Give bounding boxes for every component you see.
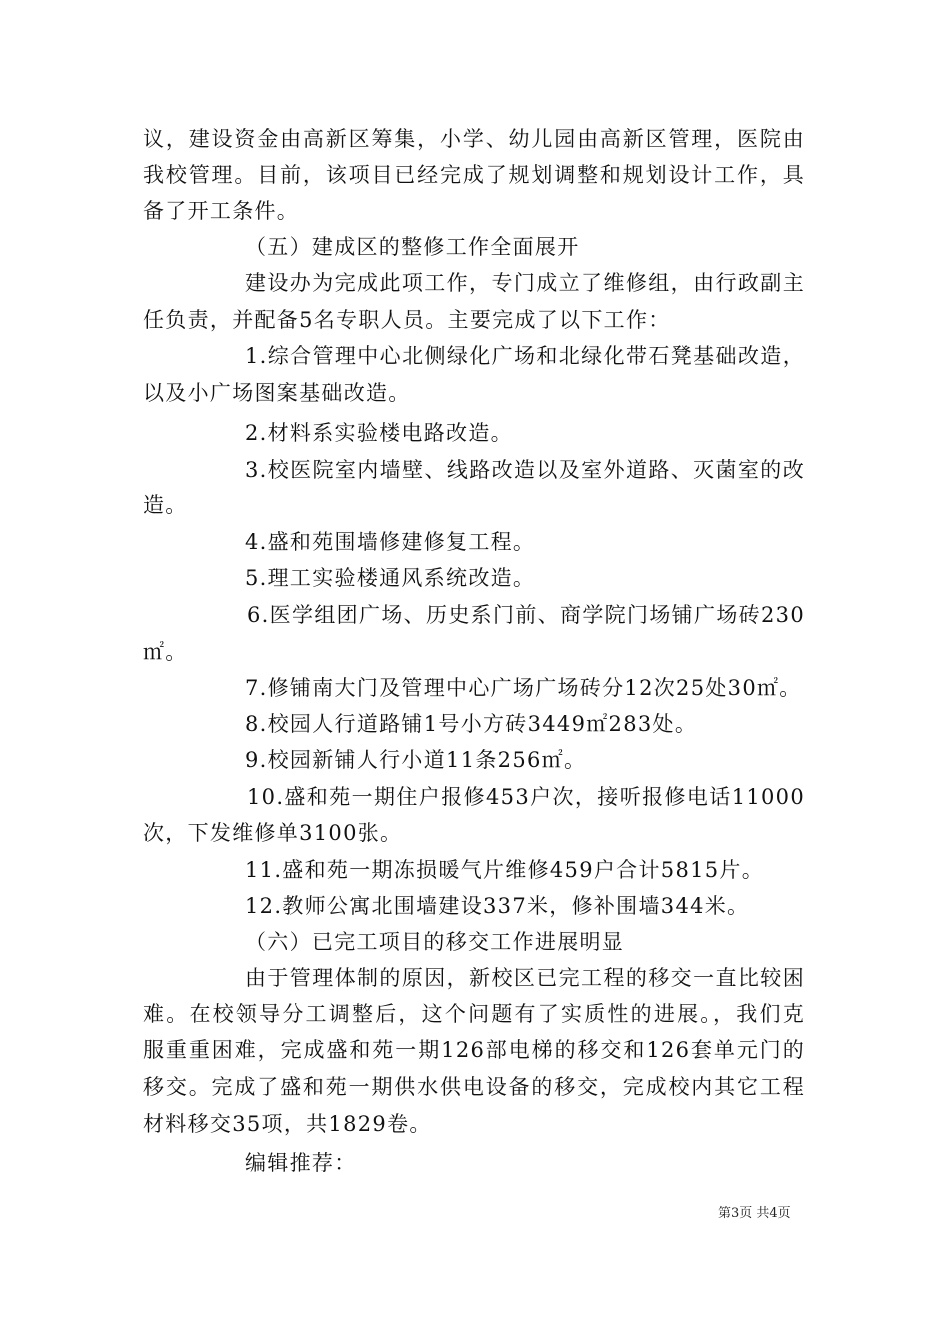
body-line: 移交。完成了盛和苑一期供水供电设备的移交，完成校内其它工程 bbox=[143, 1075, 805, 1099]
body-line: 我校管理。目前，该项目已经完成了规划调整和规划设计工作，具 bbox=[143, 163, 805, 187]
list-item: 2.材料系实验楼电路改造。 bbox=[245, 421, 513, 445]
list-item-continuation: 以及小广场图案基础改造。 bbox=[143, 381, 411, 405]
list-item-continuation: 造。 bbox=[143, 493, 188, 517]
list-item: 6.医学组团广场、历史系门前、商学院门场铺广场砖230 bbox=[247, 603, 805, 627]
list-item: 4.盛和苑围墙修建修复工程。 bbox=[245, 530, 536, 554]
body-line: 议，建设资金由高新区筹集，小学、幼儿园由高新区管理，医院由 bbox=[143, 127, 805, 151]
body-line: 任负责，并配备5名专职人员。主要完成了以下工作： bbox=[143, 308, 671, 332]
section-heading: （五）建成区的整修工作全面展开 bbox=[245, 235, 580, 259]
body-line: 服重重困难，完成盛和苑一期126部电梯的移交和126套单元门的 bbox=[143, 1038, 805, 1062]
page-number-footer: 第3页 共4页 bbox=[718, 1206, 791, 1221]
body-line: 难。在校领导分工调整后，这个问题有了实质性的进展。，我们克 bbox=[143, 1002, 805, 1026]
list-item: 1.综合管理中心北侧绿化广场和北绿化带石凳基础改造， bbox=[245, 344, 805, 368]
list-item: 5.理工实验楼通风系统改造。 bbox=[245, 566, 536, 590]
section-heading: （六）已完工项目的移交工作进展明显 bbox=[245, 930, 625, 954]
list-item: 11.盛和苑一期冻损暖气片维修459户合计5815片。 bbox=[245, 858, 765, 882]
list-item: 3.校医院室内墙壁、线路改造以及室外道路、灭菌室的改 bbox=[245, 458, 805, 482]
body-line: 材料移交35项，共1829卷。 bbox=[143, 1112, 432, 1136]
list-item: 10.盛和苑一期住户报修453户次，接听报修电话11000 bbox=[247, 785, 805, 809]
list-item: 9.校园新铺人行小道11条256㎡。 bbox=[245, 748, 587, 772]
list-item-continuation: ㎡。 bbox=[143, 640, 188, 664]
editor-recommend-label: 编辑推荐： bbox=[245, 1151, 357, 1175]
list-item-continuation: 次，下发维修单3100张。 bbox=[143, 821, 403, 845]
list-item: 8.校园人行道路铺1号小方砖3449㎡283处。 bbox=[245, 712, 698, 736]
list-item: 12.教师公寓北围墙建设337米，修补围墙344米。 bbox=[245, 894, 750, 918]
body-line: 建设办为完成此项工作，专门成立了维修组，由行政副主 bbox=[245, 271, 805, 295]
body-line: 由于管理体制的原因，新校区已完工程的移交一直比较困 bbox=[245, 966, 805, 990]
list-item: 7.修铺南大门及管理中心广场广场砖分12次25处30㎡。 bbox=[245, 676, 802, 700]
body-line: 备了开工条件。 bbox=[143, 199, 300, 223]
